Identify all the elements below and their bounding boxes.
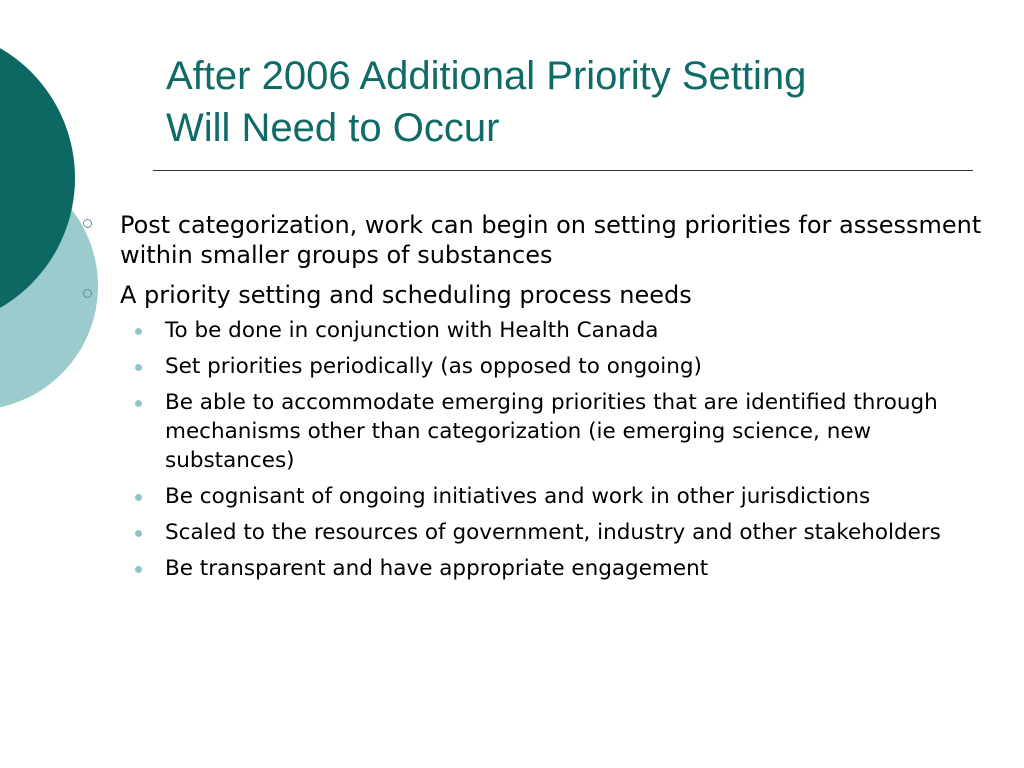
sub-bullet-item bbox=[80, 518, 985, 547]
sub-bullet-list bbox=[80, 316, 985, 583]
title-line-1: After 2006 Additional Priority Setting bbox=[166, 54, 807, 98]
sub-bullet-item bbox=[80, 316, 985, 345]
dot-bullet-icon bbox=[135, 364, 142, 371]
slide-body bbox=[80, 210, 985, 590]
sub-bullet-item bbox=[80, 352, 985, 381]
hollow-circle-bullet-icon bbox=[83, 289, 92, 298]
dot-bullet-icon bbox=[135, 494, 142, 501]
bullet-text: Post categorization, work can begin on setting priorities for assessment within smaller groups of substances bbox=[120, 211, 982, 269]
title-line-2: Will Need to Occur bbox=[166, 106, 500, 150]
sub-bullet-text: Scaled to the resources of government, industry and other stakeholders bbox=[165, 520, 941, 545]
sub-bullet-item bbox=[80, 388, 985, 475]
sub-bullet-item bbox=[80, 482, 985, 511]
sub-bullet-text: To be done in conjunction with Health Canada bbox=[165, 318, 659, 343]
bullet-text: A priority setting and scheduling process needs bbox=[120, 281, 692, 309]
bullet-item bbox=[80, 210, 985, 270]
slide-title bbox=[166, 50, 986, 154]
dot-bullet-icon bbox=[135, 566, 142, 573]
dot-bullet-icon bbox=[135, 328, 142, 335]
sub-bullet-text: Be transparent and have appropriate engagement bbox=[165, 556, 709, 581]
dot-bullet-icon bbox=[135, 400, 142, 407]
hollow-circle-bullet-icon bbox=[83, 219, 92, 228]
sub-bullet-item bbox=[80, 554, 985, 583]
dot-bullet-icon bbox=[135, 530, 142, 537]
title-divider bbox=[153, 170, 973, 171]
sub-bullet-text: Set priorities periodically (as opposed to ongoing) bbox=[165, 354, 702, 379]
sub-bullet-text: Be cognisant of ongoing initiatives and work in other jurisdictions bbox=[165, 484, 871, 509]
sub-bullet-text: Be able to accommodate emerging priorities that are identified through mechanisms other than categorization (ie emerging science, new substances) bbox=[165, 390, 938, 473]
bullet-item bbox=[80, 280, 985, 310]
